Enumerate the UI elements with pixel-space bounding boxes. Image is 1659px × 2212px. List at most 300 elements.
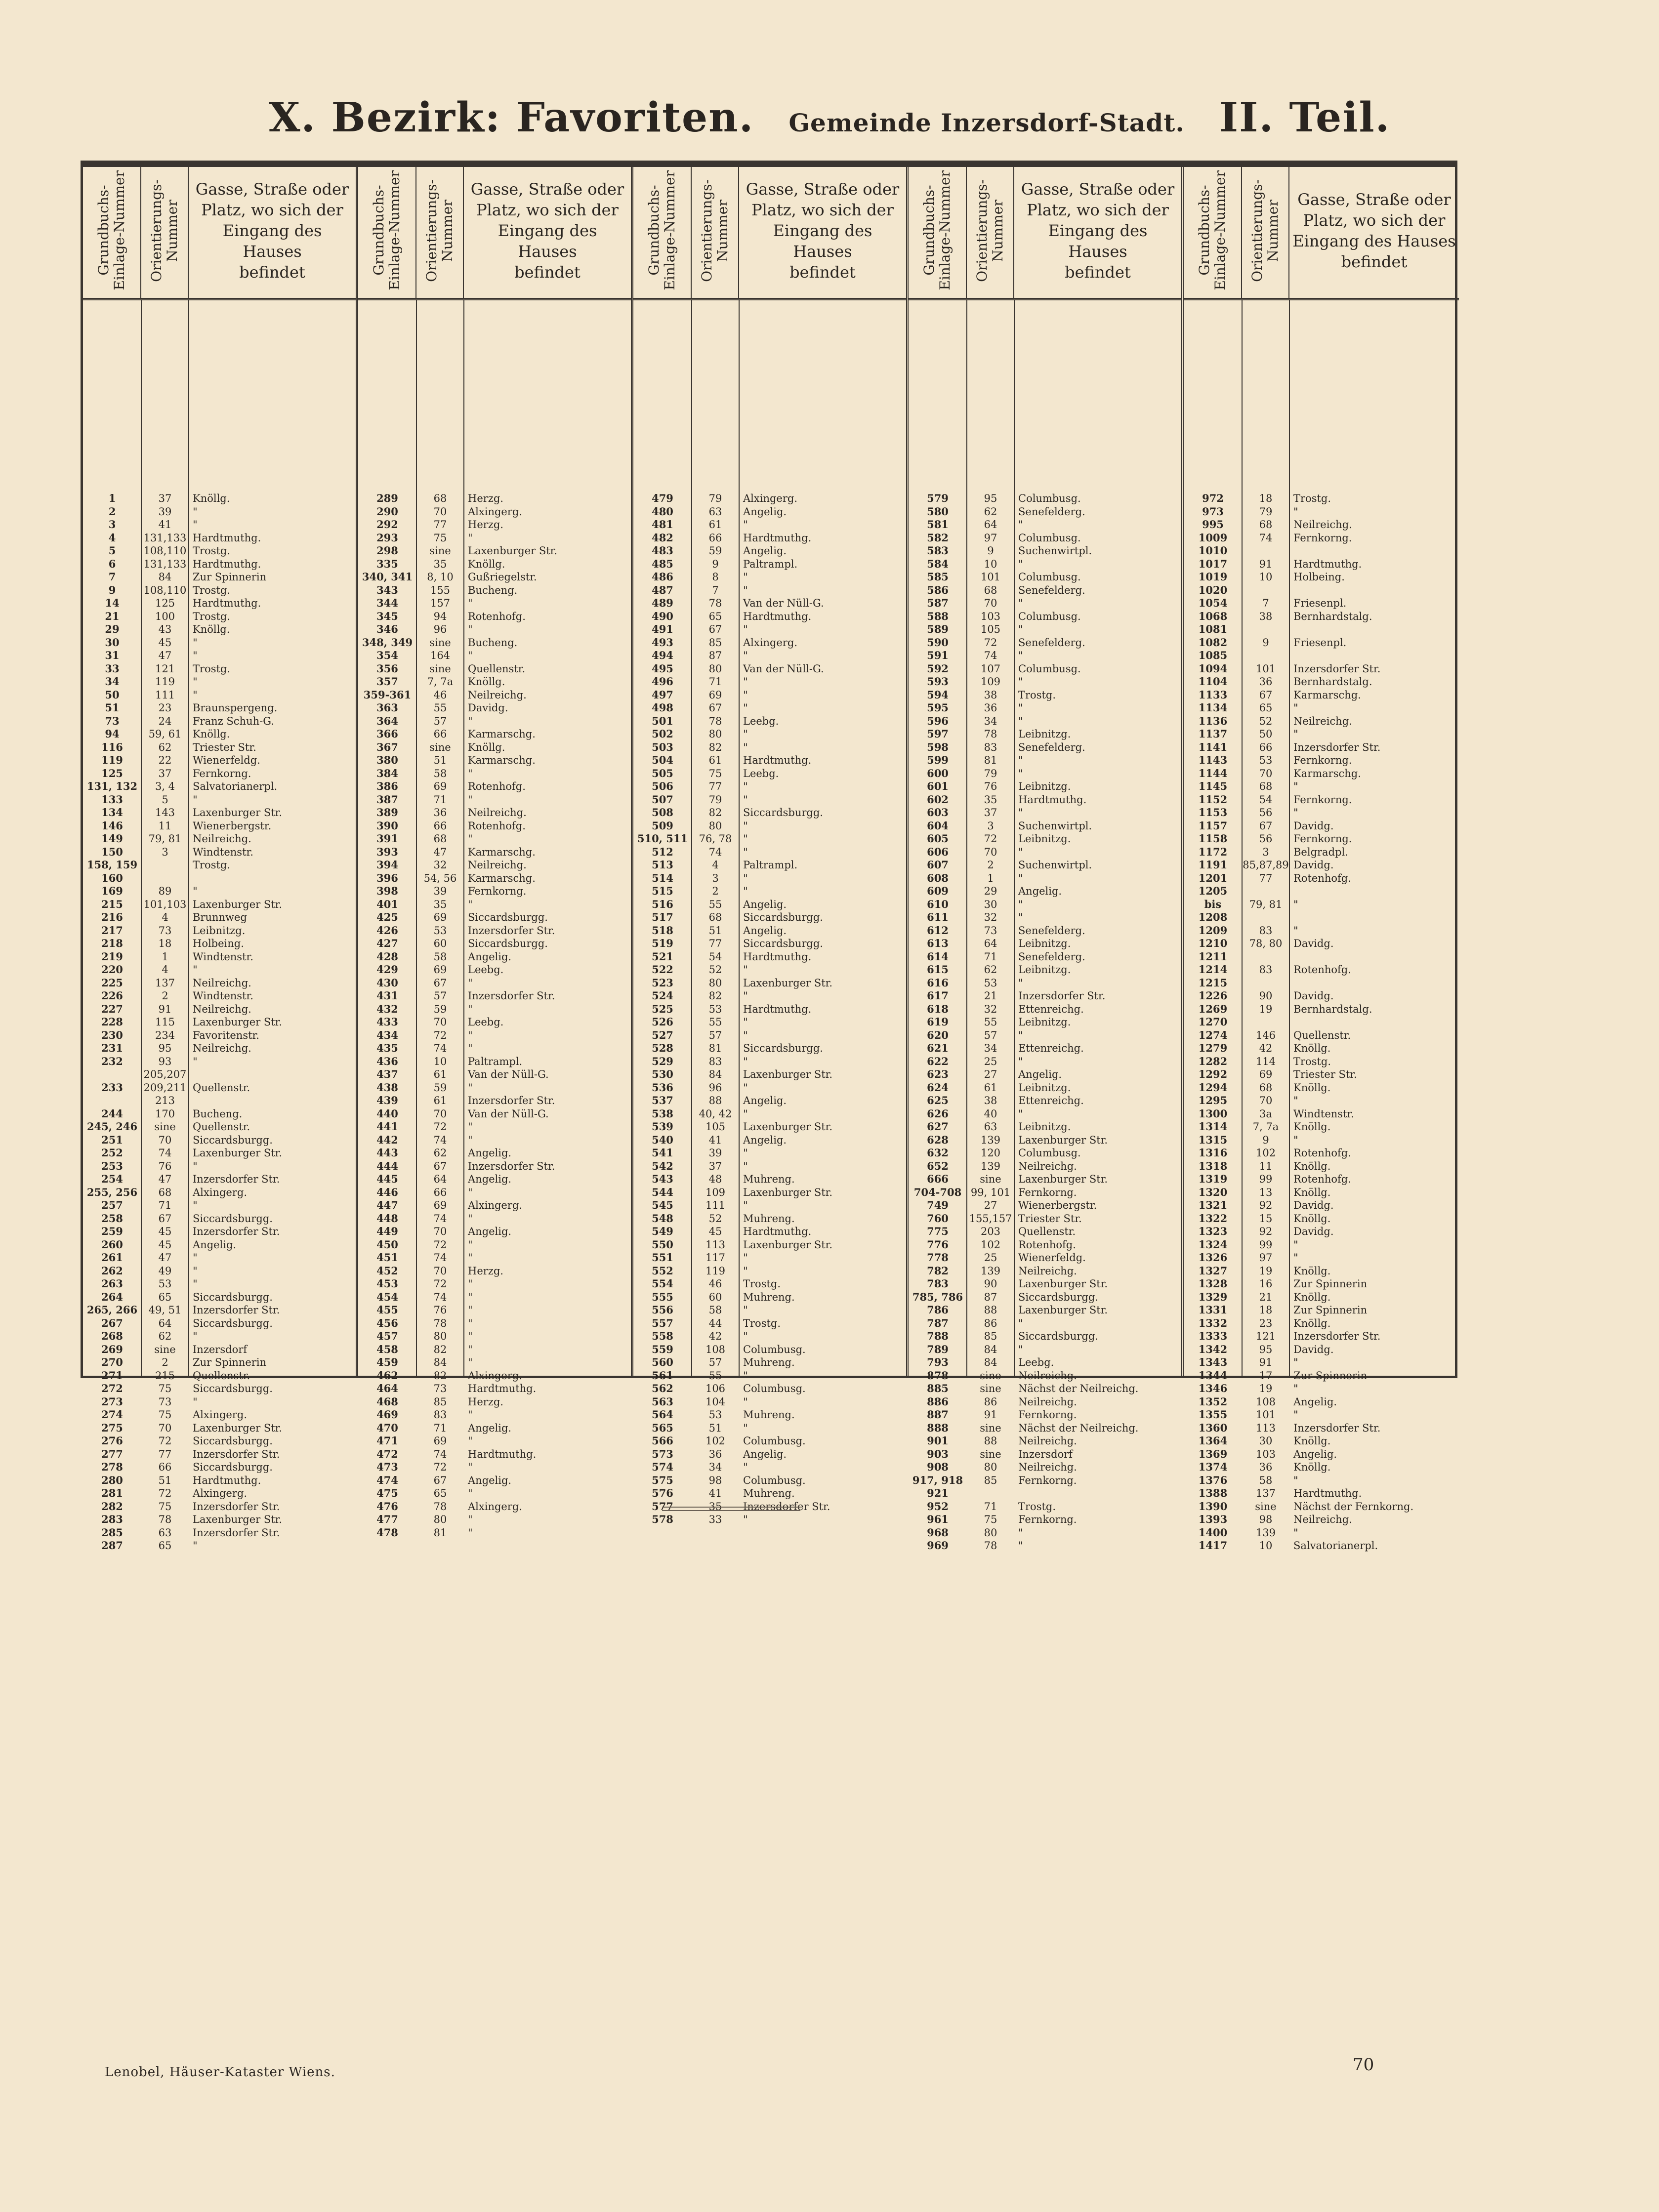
grundbuch-number: 786 — [927, 1304, 949, 1316]
street-name: Laxenburger Str. — [193, 1514, 283, 1525]
table-row — [83, 1513, 356, 1526]
orientierung-number: 69 — [433, 911, 447, 923]
street-name: " — [193, 1278, 198, 1290]
street-name: Laxenburger Str. — [193, 898, 283, 910]
orientierung-number: 97 — [984, 532, 997, 544]
grundbuch-number: 612 — [927, 924, 949, 937]
grundbuch-number: 298 — [376, 544, 398, 557]
orientierung-number — [141, 872, 189, 885]
grundbuch-header: Grundbuchs- Einlage-Nummer — [646, 170, 678, 290]
column-header — [83, 163, 356, 300]
table-row — [358, 989, 631, 1003]
orientierung-number: 139 — [980, 1265, 1001, 1277]
orientierung-number: 67 — [158, 1212, 172, 1225]
grundbuch-number: 474 — [376, 1474, 398, 1486]
table-row — [358, 701, 631, 715]
grundbuch-number: 778 — [927, 1251, 949, 1264]
table-row — [633, 597, 906, 610]
table-row — [633, 911, 906, 924]
grundbuch-number: 287 — [101, 1539, 123, 1552]
grundbuch-number: 632 — [927, 1147, 949, 1159]
grundbuch-number: 1342 — [1198, 1343, 1228, 1355]
orientierung-number: 7 — [1262, 597, 1269, 609]
table-row — [909, 1120, 1181, 1134]
grundbuch-number: 995 — [1202, 518, 1224, 531]
street-name: " — [1018, 558, 1023, 570]
orientierung-number: 30 — [1259, 1435, 1273, 1447]
grundbuch-number: 1068 — [1198, 610, 1228, 622]
street-name: Trostg. — [193, 545, 231, 557]
table-row — [909, 1029, 1181, 1042]
street-name: Trostg. — [193, 859, 231, 871]
street-name: Fernkorng. — [1293, 754, 1352, 766]
row-list — [633, 492, 906, 1526]
grundbuch-number: 626 — [927, 1107, 949, 1120]
table-row — [358, 571, 631, 584]
table-row — [909, 1212, 1181, 1226]
orientierung-number: 77 — [158, 1448, 172, 1460]
grundbuch-number: 628 — [927, 1133, 949, 1146]
orientierung-number: 157 — [430, 597, 451, 609]
orientierung-number: 67 — [708, 702, 722, 714]
street-name: " — [468, 1029, 473, 1041]
street-name: Knöllg. — [1293, 1081, 1331, 1094]
table-row — [358, 832, 631, 846]
table-row — [1184, 610, 1459, 623]
grundbuch-number: 1388 — [1198, 1487, 1228, 1499]
grundbuch-number: 149 — [101, 832, 123, 845]
column-header — [358, 163, 631, 300]
table-row — [1184, 1330, 1459, 1343]
table-row — [633, 898, 906, 911]
table-row — [633, 963, 906, 977]
orientierung-number: 54 — [1259, 793, 1273, 806]
street-name: Fernkorng. — [1018, 1474, 1077, 1486]
table-row — [1184, 1016, 1459, 1029]
grundbuch-number: 1400 — [1198, 1526, 1228, 1539]
table-row — [358, 1003, 631, 1016]
street-name: Columbusg. — [743, 1343, 806, 1355]
orientierung-number: 75 — [708, 767, 722, 779]
orientierung-number: 85 — [984, 1474, 997, 1486]
table-row — [633, 675, 906, 689]
street-name: Trostg. — [193, 662, 231, 675]
grundbuch-number: 485 — [652, 557, 673, 570]
table-row — [909, 846, 1181, 859]
grundbuch-number: 398 — [376, 885, 398, 897]
street-name: Siccardsburgg. — [743, 1042, 823, 1054]
grundbuch-number: 1390 — [1198, 1500, 1228, 1513]
orientierung-number: 53 — [158, 1278, 172, 1290]
grundbuch-number: 283 — [101, 1513, 123, 1525]
street-name — [1289, 977, 1459, 990]
table-row — [83, 1395, 356, 1409]
table-row — [358, 963, 631, 977]
street-name: Leebg. — [1018, 1356, 1054, 1368]
street-name: Rotenhofg. — [1293, 872, 1351, 884]
orientierung-number: 102 — [705, 1435, 726, 1447]
grundbuch-number: 1133 — [1198, 688, 1228, 701]
orientierung-number: 84 — [984, 1343, 997, 1355]
grundbuch-header-cell — [358, 163, 416, 298]
table-row — [83, 1134, 356, 1147]
column-block-4 — [909, 163, 1184, 1552]
grundbuch-number: 536 — [652, 1081, 673, 1094]
street-name: Ettenreichg. — [1018, 1042, 1084, 1054]
street-name: " — [743, 780, 748, 792]
orientierung-number: 117 — [705, 1252, 726, 1264]
street-name: " — [468, 1003, 473, 1015]
street-name: Karmarschg. — [1293, 689, 1361, 701]
orientierung-number: 107 — [980, 662, 1001, 675]
grundbuch-number: 268 — [101, 1330, 123, 1342]
street-name: " — [193, 1265, 198, 1277]
street-name: Neilreichg. — [1018, 1160, 1077, 1172]
orientierung-number: 77 — [433, 519, 447, 531]
orientierung-number: 74 — [433, 1042, 447, 1054]
grundbuch-number: 620 — [927, 1028, 949, 1041]
table-row — [83, 1147, 356, 1160]
orientierung-number: 83 — [984, 741, 997, 753]
table-row — [83, 649, 356, 662]
grundbuch-number: 782 — [927, 1264, 949, 1277]
grundbuch-number: 607 — [927, 859, 949, 871]
street-name: Laxenburger Str. — [743, 977, 833, 989]
street-name: Knöllg. — [468, 676, 505, 688]
orientierung-number: 36 — [1259, 1461, 1273, 1473]
grundbuch-number: 273 — [101, 1395, 123, 1408]
orientierung-number: 69 — [433, 780, 447, 792]
table-row — [83, 532, 356, 545]
grundbuch-number: 1 — [108, 492, 116, 504]
orientierung-number: 52 — [1259, 715, 1273, 727]
orientierung-number: 53 — [433, 924, 447, 937]
orientierung-number: 59 — [433, 1003, 447, 1015]
table-row — [1184, 846, 1459, 859]
table-row — [1184, 1277, 1459, 1291]
street-name: Inzersdorfer Str. — [1293, 1330, 1381, 1342]
orientierung-number: 75 — [158, 1409, 172, 1421]
orientierung-number: 68 — [158, 1186, 172, 1198]
street-name: " — [1293, 728, 1298, 740]
street-name: Hardtmuthg. — [743, 1003, 812, 1015]
street-name: " — [1018, 872, 1023, 884]
orientierung-number: 65 — [433, 1487, 447, 1499]
orientierung-number: 39 — [158, 505, 172, 518]
orientierung-number: 10 — [1259, 571, 1273, 583]
grundbuch-number: 521 — [652, 950, 673, 963]
table-row — [83, 1265, 356, 1278]
table-row — [358, 1500, 631, 1514]
orientierung-number: 66 — [708, 532, 722, 544]
grundbuch-number: 1209 — [1198, 924, 1228, 937]
grundbuch-number: 477 — [376, 1513, 398, 1525]
table-row — [633, 793, 906, 807]
street-name: " — [1018, 1107, 1023, 1120]
grundbuch-number: 261 — [101, 1251, 123, 1264]
street-name: Columbusg. — [1018, 532, 1081, 544]
grundbuch-number: bis — [1204, 898, 1222, 910]
grundbuch-number: 289 — [376, 492, 398, 504]
orientierung-number: 3 — [987, 819, 994, 832]
table-row — [633, 1003, 906, 1016]
street-name: " — [193, 650, 198, 661]
street-name: " — [1293, 807, 1298, 819]
grundbuch-number: 787 — [927, 1316, 949, 1329]
table-row — [633, 1291, 906, 1304]
orientierung-number: 137 — [1255, 1487, 1276, 1499]
grundbuch-number: 593 — [927, 675, 949, 688]
street-name: Hardtmuthg. — [468, 1383, 537, 1394]
house-register-table — [81, 161, 1457, 1552]
street-name: Knöllg. — [1293, 1121, 1331, 1133]
orientierung-number — [1242, 911, 1289, 924]
table-row — [909, 1107, 1181, 1121]
grundbuch-number: 652 — [927, 1159, 949, 1172]
orientierung-number: 45 — [158, 1238, 172, 1251]
street-name: " — [743, 519, 748, 531]
grundbuch-number: 428 — [376, 950, 398, 963]
orientierung-number: 2 — [987, 859, 994, 871]
street-name: " — [1018, 898, 1023, 910]
grundbuch-number: 267 — [101, 1316, 123, 1329]
grundbuch-number: 1320 — [1198, 1186, 1228, 1198]
street-name — [189, 1068, 356, 1081]
orientierung-number: 53 — [984, 977, 997, 989]
grundbuch-number: 611 — [927, 911, 949, 923]
table-row — [83, 584, 356, 597]
orientierung-number: 109 — [705, 1186, 726, 1198]
street-name: Hardtmuthg. — [193, 532, 261, 544]
table-row — [909, 1016, 1181, 1029]
grundbuch-number: 1274 — [1198, 1028, 1228, 1041]
orientierung-number — [1242, 584, 1289, 597]
orientierung-number: 7, 7a — [427, 676, 454, 688]
orientierung-number: 100 — [155, 610, 175, 622]
grundbuch-number: 119 — [101, 754, 123, 766]
orientierung-number: 43 — [158, 623, 172, 635]
grundbuch-number: 387 — [376, 793, 398, 806]
street-name: " — [468, 532, 473, 544]
grundbuch-number: 451 — [376, 1251, 398, 1264]
orientierung-number: 75 — [984, 1514, 997, 1525]
grundbuch-number: 775 — [927, 1225, 949, 1237]
table-row — [358, 636, 631, 650]
grundbuch-number: 566 — [652, 1434, 673, 1447]
orientierung-number: 60 — [433, 938, 447, 949]
grundbuch-number: 625 — [927, 1094, 949, 1106]
table-row — [83, 1016, 356, 1029]
orientierung-number: 92 — [1259, 1226, 1273, 1237]
grundbuch-number: 517 — [652, 911, 673, 923]
grundbuch-number: 518 — [652, 924, 673, 937]
grundbuch-number: 505 — [652, 767, 673, 779]
street-name: Leebg. — [743, 715, 779, 727]
grundbuch-number: 444 — [376, 1159, 398, 1172]
grundbuch-number: 4 — [108, 531, 116, 544]
orientierung-number: 74 — [984, 650, 997, 661]
grundbuch-number: 587 — [927, 597, 949, 609]
orientierung-header: Orientierungs- Nummer — [148, 179, 180, 282]
grundbuch-number: 262 — [101, 1264, 123, 1277]
grundbuch-number: 21 — [105, 610, 120, 622]
grundbuch-number: 345 — [376, 610, 398, 622]
orientierung-number: 37 — [708, 1160, 722, 1172]
grundbuch-number: 260 — [101, 1238, 123, 1251]
street-name: Knöllg. — [1293, 1435, 1331, 1447]
street-name: " — [468, 793, 473, 806]
orientierung-number: 90 — [984, 1278, 997, 1290]
orientierung-number: 80 — [708, 662, 722, 675]
street-name: Inzersdorfer Str. — [743, 1500, 830, 1513]
table-row — [1184, 558, 1459, 571]
orientierung-number: 58 — [1259, 1474, 1273, 1486]
grundbuch-number: 1315 — [1198, 1133, 1228, 1146]
orientierung-number: 82 — [708, 807, 722, 819]
grundbuch-number: 595 — [927, 701, 949, 714]
street-name: Trostg. — [1018, 1500, 1056, 1513]
table-row — [1184, 963, 1459, 977]
grundbuch-number: 1374 — [1198, 1461, 1228, 1473]
orientierung-number: 37 — [158, 492, 172, 504]
grundbuch-number: 491 — [652, 623, 673, 635]
grundbuch-number: 481 — [652, 518, 673, 531]
table-row — [1184, 1251, 1459, 1265]
orientierung-number: 49 — [158, 1265, 172, 1277]
orientierung-number: 37 — [158, 767, 172, 779]
street-name: Karmarschg. — [468, 754, 536, 766]
table-row — [1184, 649, 1459, 662]
publisher-footer: Lenobel, Häuser-Kataster Wiens. — [105, 2065, 335, 2080]
district-title: X. Bezirk: Favoriten. — [268, 94, 754, 141]
gasse-header-cell — [1289, 163, 1459, 298]
orientierung-number: sine — [980, 1383, 1001, 1394]
grundbuch-number: 34 — [105, 675, 120, 688]
grundbuch-number: 542 — [652, 1159, 673, 1172]
grundbuch-number: 601 — [927, 780, 949, 792]
orientierung-number: 59, 61 — [148, 728, 182, 740]
gasse-header: Gasse, Straße oder Platz, wo sich der Eingang des Hauses befindet — [470, 179, 624, 282]
column-block-2 — [358, 163, 633, 1539]
table-row — [909, 741, 1181, 754]
orientierung-number: 82 — [433, 1343, 447, 1355]
orientierung-number: 36 — [1259, 676, 1273, 688]
street-name: " — [193, 964, 198, 976]
table-row — [83, 741, 356, 754]
grundbuch-number: 594 — [927, 688, 949, 701]
street-name: " — [468, 1461, 473, 1473]
table-row — [358, 1068, 631, 1081]
grundbuch-number: 1332 — [1198, 1316, 1228, 1329]
table-row — [83, 937, 356, 950]
orientierung-number: 3 — [162, 846, 168, 858]
table-row — [358, 544, 631, 558]
table-row — [1184, 1265, 1459, 1278]
table-row — [83, 989, 356, 1003]
street-name: Karmarschg. — [468, 728, 536, 740]
orientierung-number: 77 — [708, 938, 722, 949]
orientierung-number: 60 — [708, 1291, 722, 1303]
table-row — [909, 1434, 1181, 1448]
orientierung-header-cell — [692, 163, 739, 298]
orientierung-number: 66 — [433, 1186, 447, 1198]
table-row — [909, 1369, 1181, 1383]
street-name: Karmarschg. — [1293, 767, 1361, 779]
street-name: Inzersdorfer Str. — [193, 1448, 280, 1460]
table-row — [1184, 1474, 1459, 1487]
table-row — [909, 1081, 1181, 1095]
street-name: " — [743, 584, 748, 596]
orientierung-number: 83 — [1259, 924, 1273, 937]
street-name: Siccardsburgg. — [193, 1461, 273, 1473]
grundbuch-number: 529 — [652, 1055, 673, 1067]
grundbuch-number: 530 — [652, 1068, 673, 1080]
table-row — [83, 963, 356, 977]
street-name: " — [1293, 1474, 1298, 1486]
grundbuch-number: 1333 — [1198, 1330, 1228, 1342]
table-row — [358, 1395, 631, 1409]
street-name: " — [468, 1330, 473, 1342]
table-row — [909, 728, 1181, 741]
table-row — [83, 1094, 356, 1107]
grundbuch-number: 1145 — [1198, 780, 1228, 792]
table-row — [358, 1134, 631, 1147]
street-name: Quellenstr. — [193, 1081, 250, 1094]
grundbuch-number: 257 — [101, 1199, 123, 1211]
street-name: Inzersdorfer Str. — [1018, 990, 1106, 1002]
part-title: II. Teil. — [1219, 94, 1391, 141]
street-name: Suchenwirtpl. — [1018, 545, 1092, 557]
grundbuch-number: 31 — [105, 649, 120, 661]
grundbuch-number: 1360 — [1198, 1421, 1228, 1434]
orientierung-number: 81 — [433, 1526, 447, 1539]
grundbuch-number: 427 — [376, 937, 398, 949]
grundbuch-number: 443 — [376, 1147, 398, 1159]
orientierung-number: 137 — [155, 977, 175, 989]
grundbuch-number: 290 — [376, 505, 398, 518]
table-row — [83, 872, 356, 885]
table-row — [633, 819, 906, 833]
orientierung-number: 77 — [1259, 872, 1273, 884]
orientierung-number: 46 — [433, 689, 447, 701]
orientierung-number: 70 — [433, 1107, 447, 1120]
street-name: " — [1018, 597, 1023, 609]
grundbuch-number: 1344 — [1198, 1369, 1228, 1382]
grundbuch-number: 596 — [927, 714, 949, 727]
street-name: " — [468, 1238, 473, 1251]
grundbuch-number: 968 — [927, 1526, 949, 1539]
grundbuch-number: 436 — [376, 1055, 398, 1067]
orientierung-number: 18 — [1259, 492, 1273, 504]
table-row — [1184, 1448, 1459, 1461]
gasse-header: Gasse, Straße oder Platz, wo sich der Eingang des Hauses befindet — [1021, 179, 1175, 282]
table-row — [358, 793, 631, 807]
orientierung-number: 108 — [1255, 1395, 1276, 1408]
orientierung-number: 68 — [708, 911, 722, 923]
street-name: Nächst der Neilreichg. — [1018, 1383, 1139, 1394]
grundbuch-number: 94 — [105, 728, 120, 740]
table-row — [1184, 1461, 1459, 1474]
street-name: Leebg. — [468, 964, 504, 976]
grundbuch-number: 921 — [927, 1487, 949, 1499]
table-row — [83, 623, 356, 636]
street-name: " — [468, 1435, 473, 1447]
street-name: " — [468, 1343, 473, 1355]
orientierung-number: 9 — [1262, 1134, 1269, 1146]
street-name: Laxenburger Str. — [1018, 1304, 1108, 1316]
orientierung-number: 106 — [705, 1383, 726, 1394]
grundbuch-number: 493 — [652, 636, 673, 649]
